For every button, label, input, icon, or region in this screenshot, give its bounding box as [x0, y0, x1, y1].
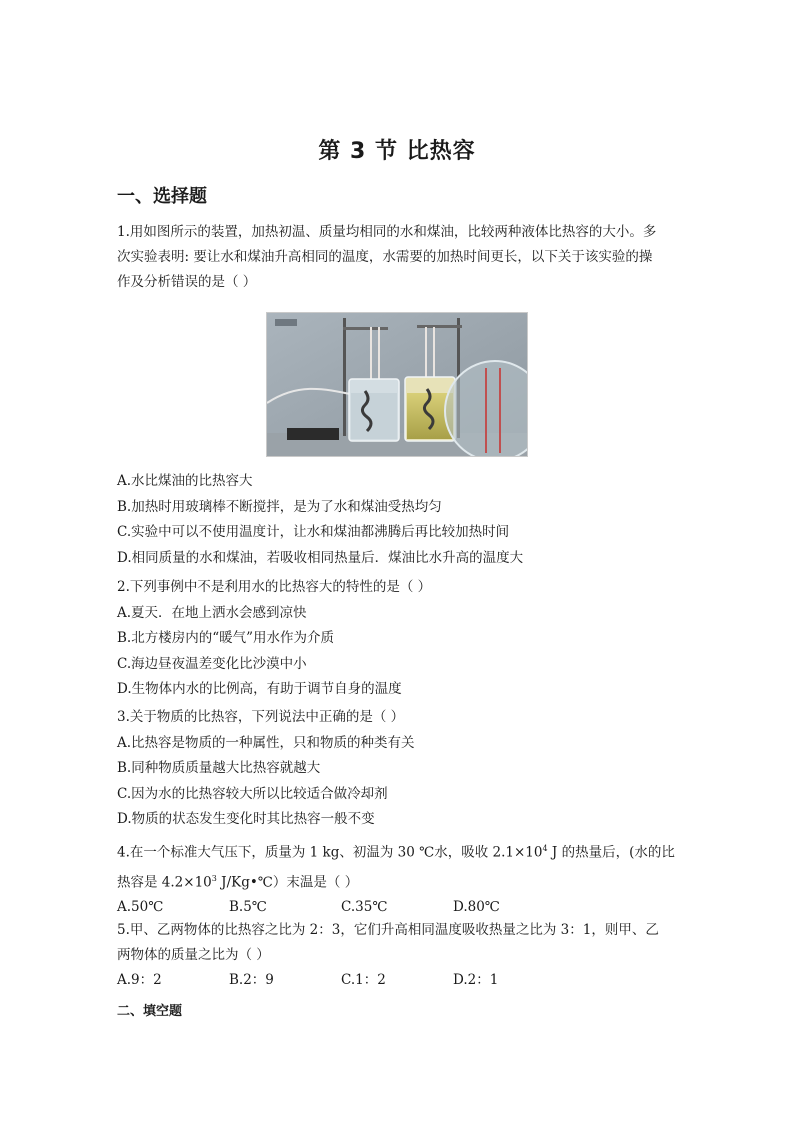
question-2-option-a[interactable]: A.夏天．在地上洒水会感到凉快 — [117, 604, 307, 621]
question-2-option-b[interactable]: B.北方楼房内的“暖气”用水作为介质 — [117, 630, 335, 646]
question-5 — [117, 918, 679, 993]
stand-rod-left — [343, 318, 346, 436]
question-3-option-c[interactable]: C.因为水的比热容较大所以比较适合做冷却剂 — [117, 785, 388, 802]
question-2-stem: 2.下列事例中不是利用水的比热容大的特性的是（ ） — [117, 579, 432, 595]
question-3-option-a[interactable]: A.比热容是物质的一种属性，只和物质的种类有关 — [117, 734, 415, 751]
question-4-option-c[interactable]: C.35℃ — [341, 899, 388, 915]
question-1-stem-line-3: 作及分析错误的是（ ） — [117, 274, 257, 290]
question-5-options — [117, 968, 679, 993]
section-heading-fill-blank: 二、填空题 — [117, 1004, 183, 1019]
question-3-option-d[interactable]: D.物质的状态发生变化时其比热容一般不变 — [117, 811, 375, 827]
stand-base-left — [287, 428, 339, 440]
section-heading-choice: 一、选择题 — [117, 186, 207, 207]
question-4-option-b[interactable]: B.5℃ — [229, 899, 267, 915]
question-1-options — [117, 469, 679, 571]
question-1-option-d[interactable]: D.相同质量的水和煤油，若吸收相同热量后．煤油比水升高的温度大 — [117, 549, 524, 566]
question-3 — [117, 705, 679, 833]
question-2 — [117, 575, 679, 703]
question-2-option-d[interactable]: D.生物体内水的比例高，有助于调节自身的温度 — [117, 681, 402, 697]
question-1-option-b[interactable]: B.加热时用玻璃棒不断搅拌，是为了水和煤油受热均匀 — [117, 498, 442, 515]
question-5-option-c[interactable]: C.1：2 — [341, 972, 386, 988]
question-1 — [117, 220, 679, 295]
question-5-stem-line-1: 5.甲、乙两物体的比热容之比为 2：3，它们升高相同温度吸收热量之比为 3：1，则甲、乙 — [117, 922, 659, 938]
question-2-option-c[interactable]: C.海边昼夜温差变化比沙漠中小 — [117, 655, 307, 672]
question-4-options — [117, 895, 679, 920]
experiment-photo — [266, 312, 528, 457]
question-5-option-d[interactable]: D.2：1 — [453, 972, 499, 988]
question-5-option-b[interactable]: B.2：9 — [229, 972, 274, 988]
question-5-option-a[interactable]: A.9：2 — [117, 972, 162, 988]
question-4 — [117, 836, 679, 920]
question-5-stem-line-2: 两物体的质量之比为（ ） — [117, 947, 270, 963]
question-1-stem-line-1: 1.用如图所示的装置，加热初温、质量均相同的水和煤油，比较两种液体比热容的大小。多 — [117, 224, 657, 240]
question-4-stem-line-2: 热容是 $4.2\times 10^3$ J/Kg•℃）末温是（ ） — [117, 873, 359, 890]
page-title: 第 3 节 比热容 — [318, 139, 476, 164]
question-3-option-b[interactable]: B.同种物质质量越大比热容就越大 — [117, 760, 321, 776]
experiment-illustration — [267, 313, 528, 457]
question-4-stem-line-1: 4.在一个标准大气压下，质量为 1 kg、初温为 30 ℃水，吸收 $2.1\times 10^4$ J 的热量后，(水的比 — [117, 844, 675, 861]
question-1-stem-line-2: 次实验表明: 要让水和煤油升高相同的温度，水需要的加热时间更长，以下关于该实验的操 — [117, 249, 653, 265]
question-1-option-c[interactable]: C.实验中可以不使用温度计，让水和煤油都沸腾后再比较加热时间 — [117, 524, 510, 540]
question-3-stem: 3.关于物质的比热容，下列说法中正确的是（ ） — [117, 709, 405, 725]
question-4-option-a[interactable]: A.50℃ — [117, 899, 164, 915]
question-1-option-a[interactable]: A.水比煤油的比热容大 — [117, 473, 253, 489]
question-4-option-d[interactable]: D.80℃ — [453, 899, 500, 915]
